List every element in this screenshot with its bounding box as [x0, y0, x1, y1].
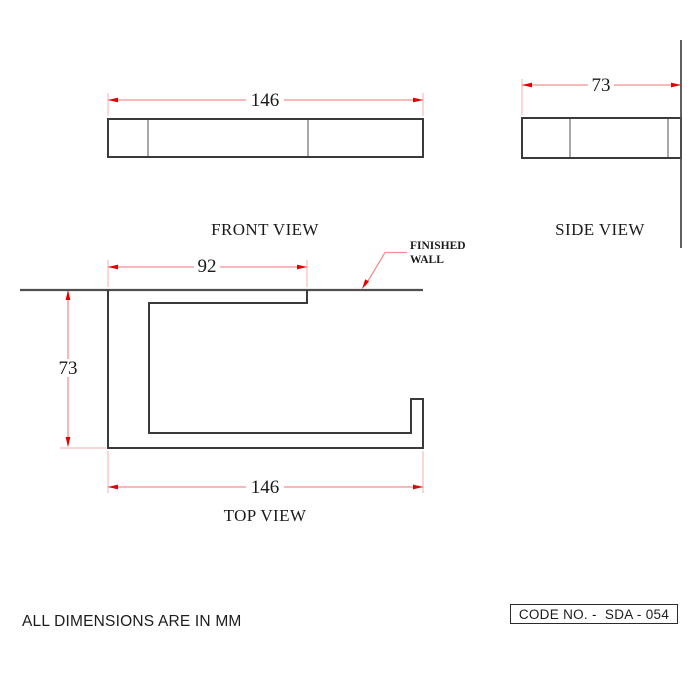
side-dim-arrow-right — [671, 83, 681, 88]
top-width-dim-arrow-right — [413, 485, 423, 490]
top-inner-dim-arrow-left — [108, 265, 118, 270]
front-view — [108, 90, 423, 157]
top-view-label: TOP VIEW — [223, 506, 307, 525]
code-number-box — [510, 604, 678, 624]
front-width-dim-text: 146 — [250, 90, 280, 111]
top-view — [20, 253, 423, 499]
side-depth-dim-text: 73 — [591, 75, 611, 96]
top-depth-dim-text: 73 — [58, 358, 78, 379]
top-inner-dim-arrow-right — [297, 265, 307, 270]
top-depth-dim-arrow-up — [66, 290, 71, 300]
side-dim-arrow-left — [522, 83, 532, 88]
front-dim-arrow-left — [108, 98, 118, 103]
wall-note-leader-line — [365, 253, 407, 287]
front-view-body — [108, 119, 423, 157]
top-inner-dim-text: 92 — [197, 256, 217, 277]
finished-wall-note: FINISHED WALL — [410, 240, 466, 266]
top-view-profile — [108, 290, 423, 448]
units-note: ALL DIMENSIONS ARE IN MM — [22, 613, 242, 630]
code-number-label: CODE NO. - SDA - 054 — [518, 606, 670, 622]
side-view-label: SIDE VIEW — [555, 220, 645, 239]
side-view-body — [522, 118, 681, 158]
front-dim-arrow-right — [413, 98, 423, 103]
top-depth-dim-arrow-down — [66, 437, 71, 447]
top-width-dim-arrow-left — [108, 485, 118, 490]
side-view — [522, 40, 681, 248]
front-view-label: FRONT VIEW — [211, 220, 319, 239]
top-width-dim-text: 146 — [250, 477, 280, 498]
